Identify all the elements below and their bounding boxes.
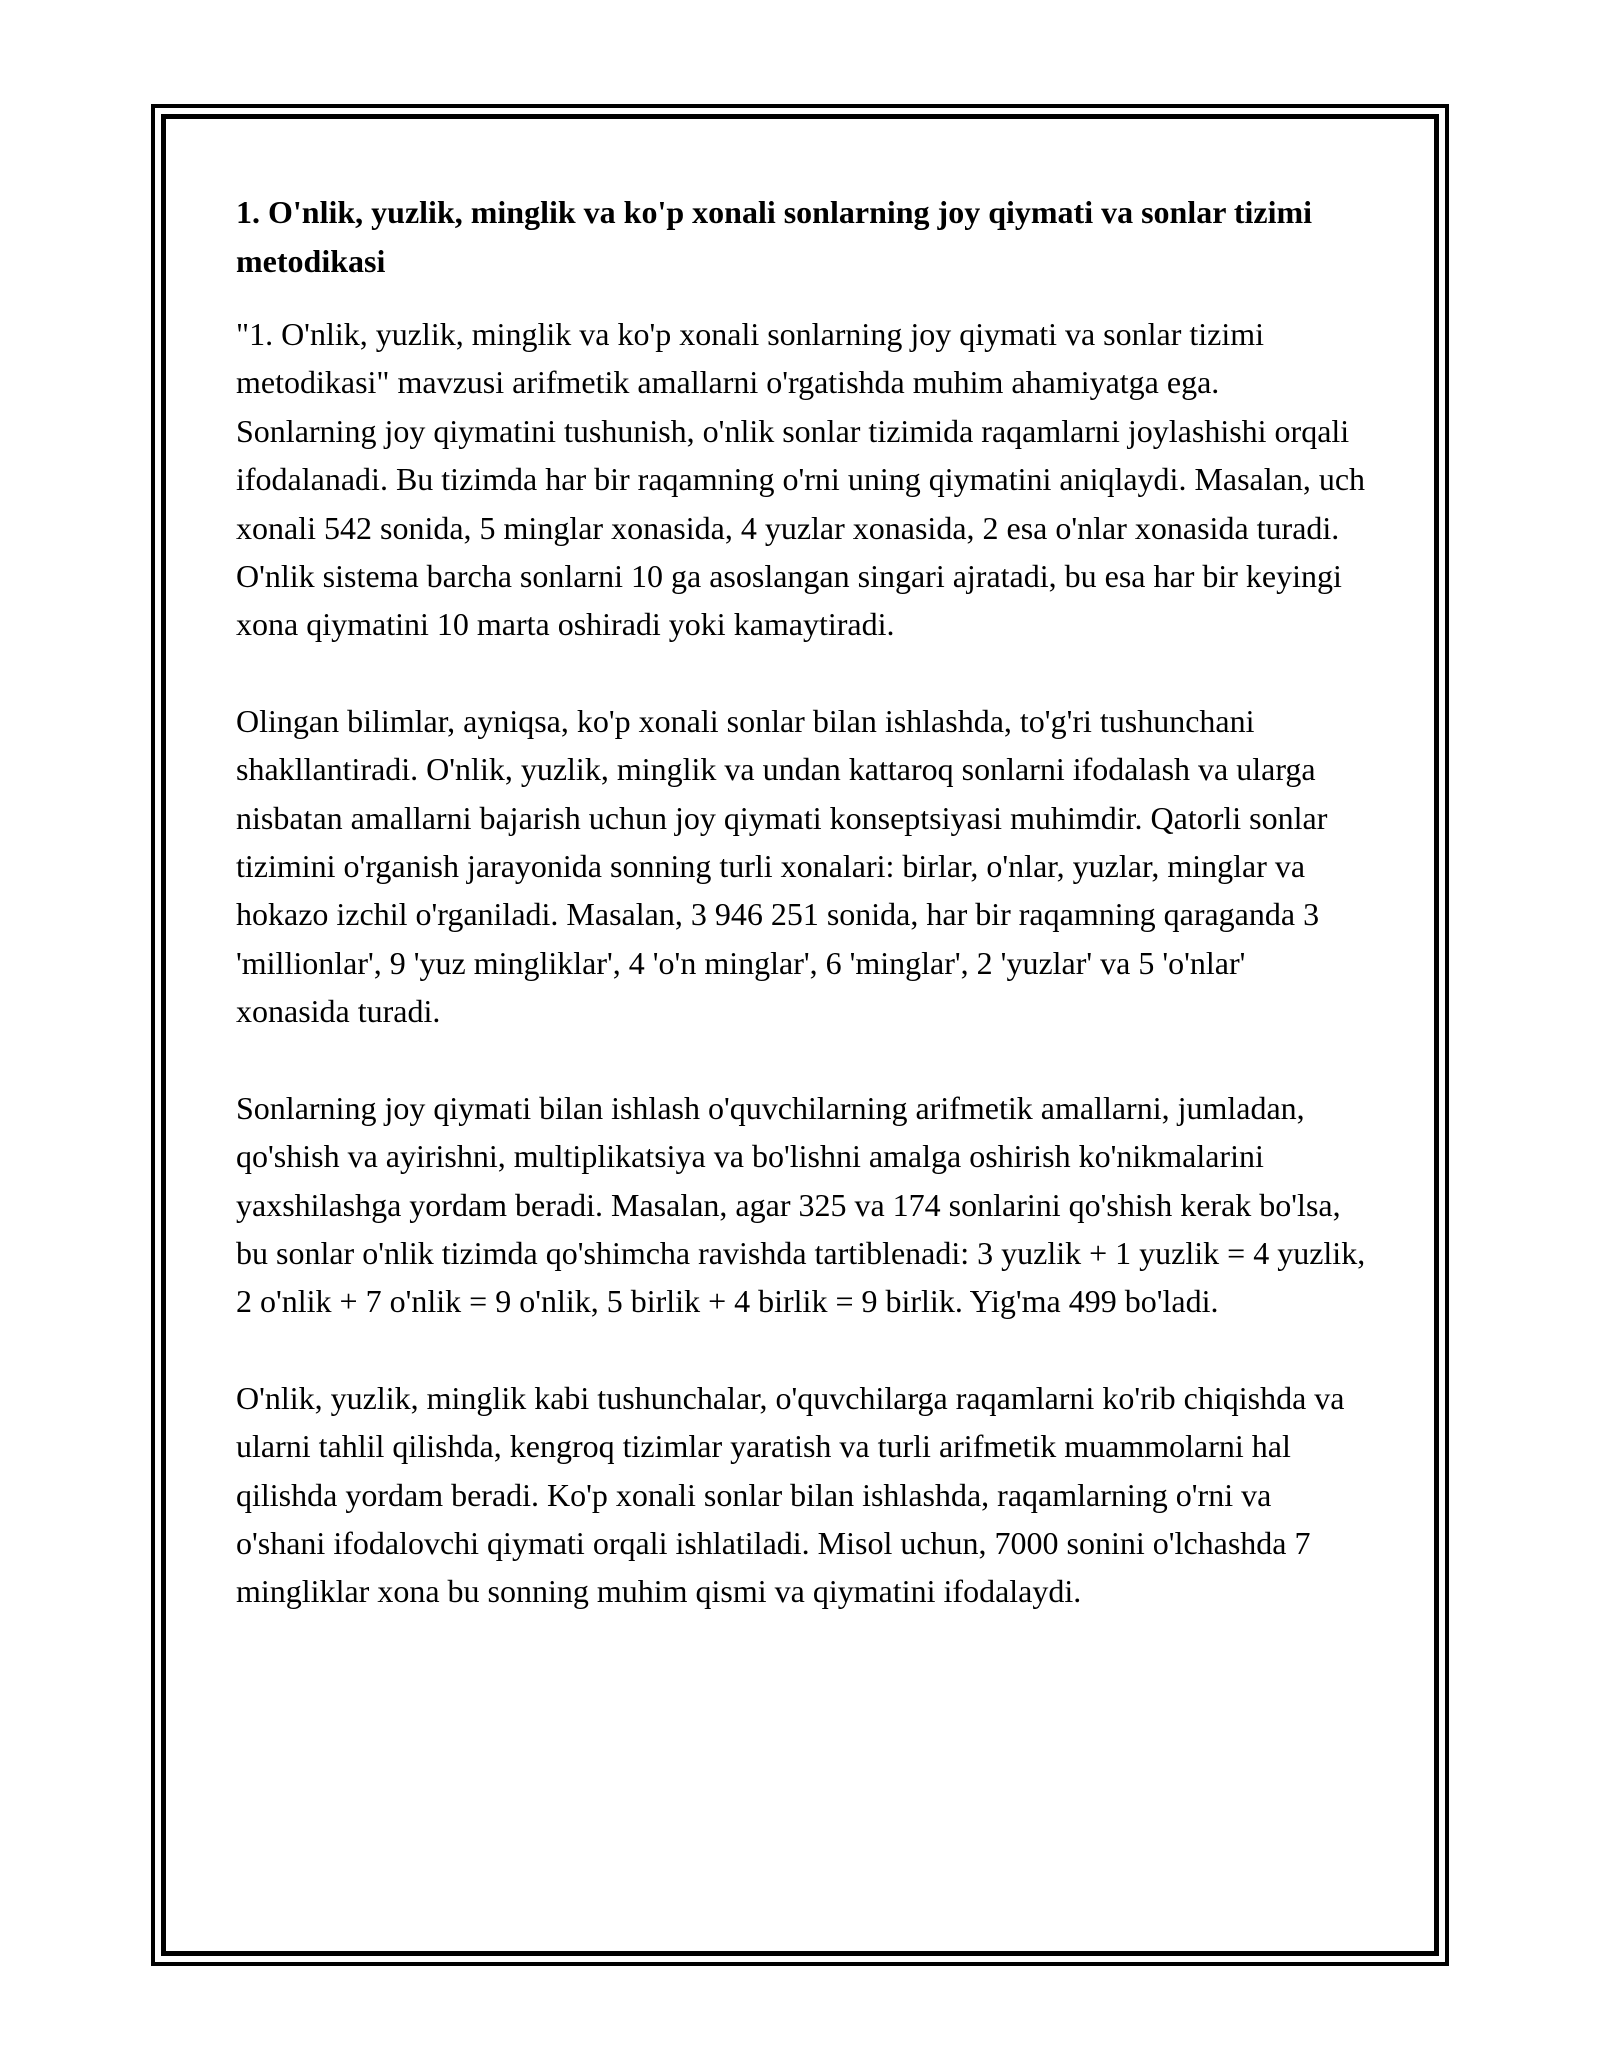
paragraph-1: "1. O'nlik, yuzlik, minglik va ko'p xonali sonlarning joy qiymati va sonlar tizimi metodikasi" mavzusi arifmetik amallarni o'rgatishda muhim ahamiyatga ega. Sonlarning joy qiymatini tushunish, o'nlik sonlar tizimida raqamlarni joylashishi orqali ifodalanadi. Bu tizimda har bir raqamning o'rni uning qiymatini aniqlaydi. Masalan, uch xonali 542 sonida, 5 minglar xonasida, 4 yuzlar xonasida, 2 esa o'nlar xonasida turadi. O'nlik sistema barcha sonlarni 10 ga asoslangan singari ajratadi, bu esa har bir keyingi xona qiymatini 10 marta oshiradi yoki kamaytiradi. — [236, 316, 1366, 643]
paragraph-4: O'nlik, yuzlik, minglik kabi tushunchalar, o'quvchilarga raqamlarni ko'rib chiqishda va ularni tahlil qilishda, kengroq tizimlar yaratish va turli arifmetik muammolarni hal qilishda yordam beradi. Ko'p xonali sonlar bilan ishlashda, raqamlarning o'rni va o'shani ifodalovchi qiymati orqali ishlatiladi. Misol uchun, 7000 sonini o'lchashda 7 mingliklar xona bu sonning muhim qismi va qiymatini ifodalaydi. — [236, 1379, 1345, 1610]
paragraph-2: Olingan bilimlar, ayniqsa, ko'p xonali sonlar bilan ishlashda, to'g'ri tushunchani shakllantiradi. O'nlik, yuzlik, minglik va undan kattaroq sonlarni ifodalash va ularga nisbatan amallarni bajarish uchun joy qiymati konseptsiyasi muhimdir. Qatorli sonlar tizimini o'rganish jarayonida sonning turli xonalari: birlar, o'nlar, yuzlar, minglar va hokazo izchil o'rganiladi. Masalan, 3 946 251 sonida, har bir raqamning qaraganda 3 'millionlar', 9 'yuz mingliklar', 4 'o'n minglar', 6 'minglar', 2 'yuzlar' va 5 'o'nlar' xonasida turadi. — [236, 702, 1328, 1030]
document-heading: 1. O'nlik, yuzlik, minglik va ko'p xonali sonlarning joy qiymati va sonlar tizimi metodikasi — [236, 194, 1313, 279]
paragraph-3: Sonlarning joy qiymati bilan ishlash o'quvchilarning arifmetik amallarni, jumladan, qo'shish va ayirishni, multiplikatsiya va bo'lishni amalga oshirish ko'nikmalarini yaxshilashga yordam beradi. Masalan, agar 325 va 174 sonlarini qo'shish kerak bo'lsa, bu sonlar o'nlik tizimda qo'shimcha ravishda tartiblenadi: 3 yuzlik + 1 yuzlik = 4 yuzlik, 2 o'nlik + 7 o'nlik = 9 o'nlik, 5 birlik + 4 birlik = 9 birlik. Yig'ma 499 bo'ladi. — [236, 1089, 1366, 1320]
document-body — [236, 188, 1366, 1664]
